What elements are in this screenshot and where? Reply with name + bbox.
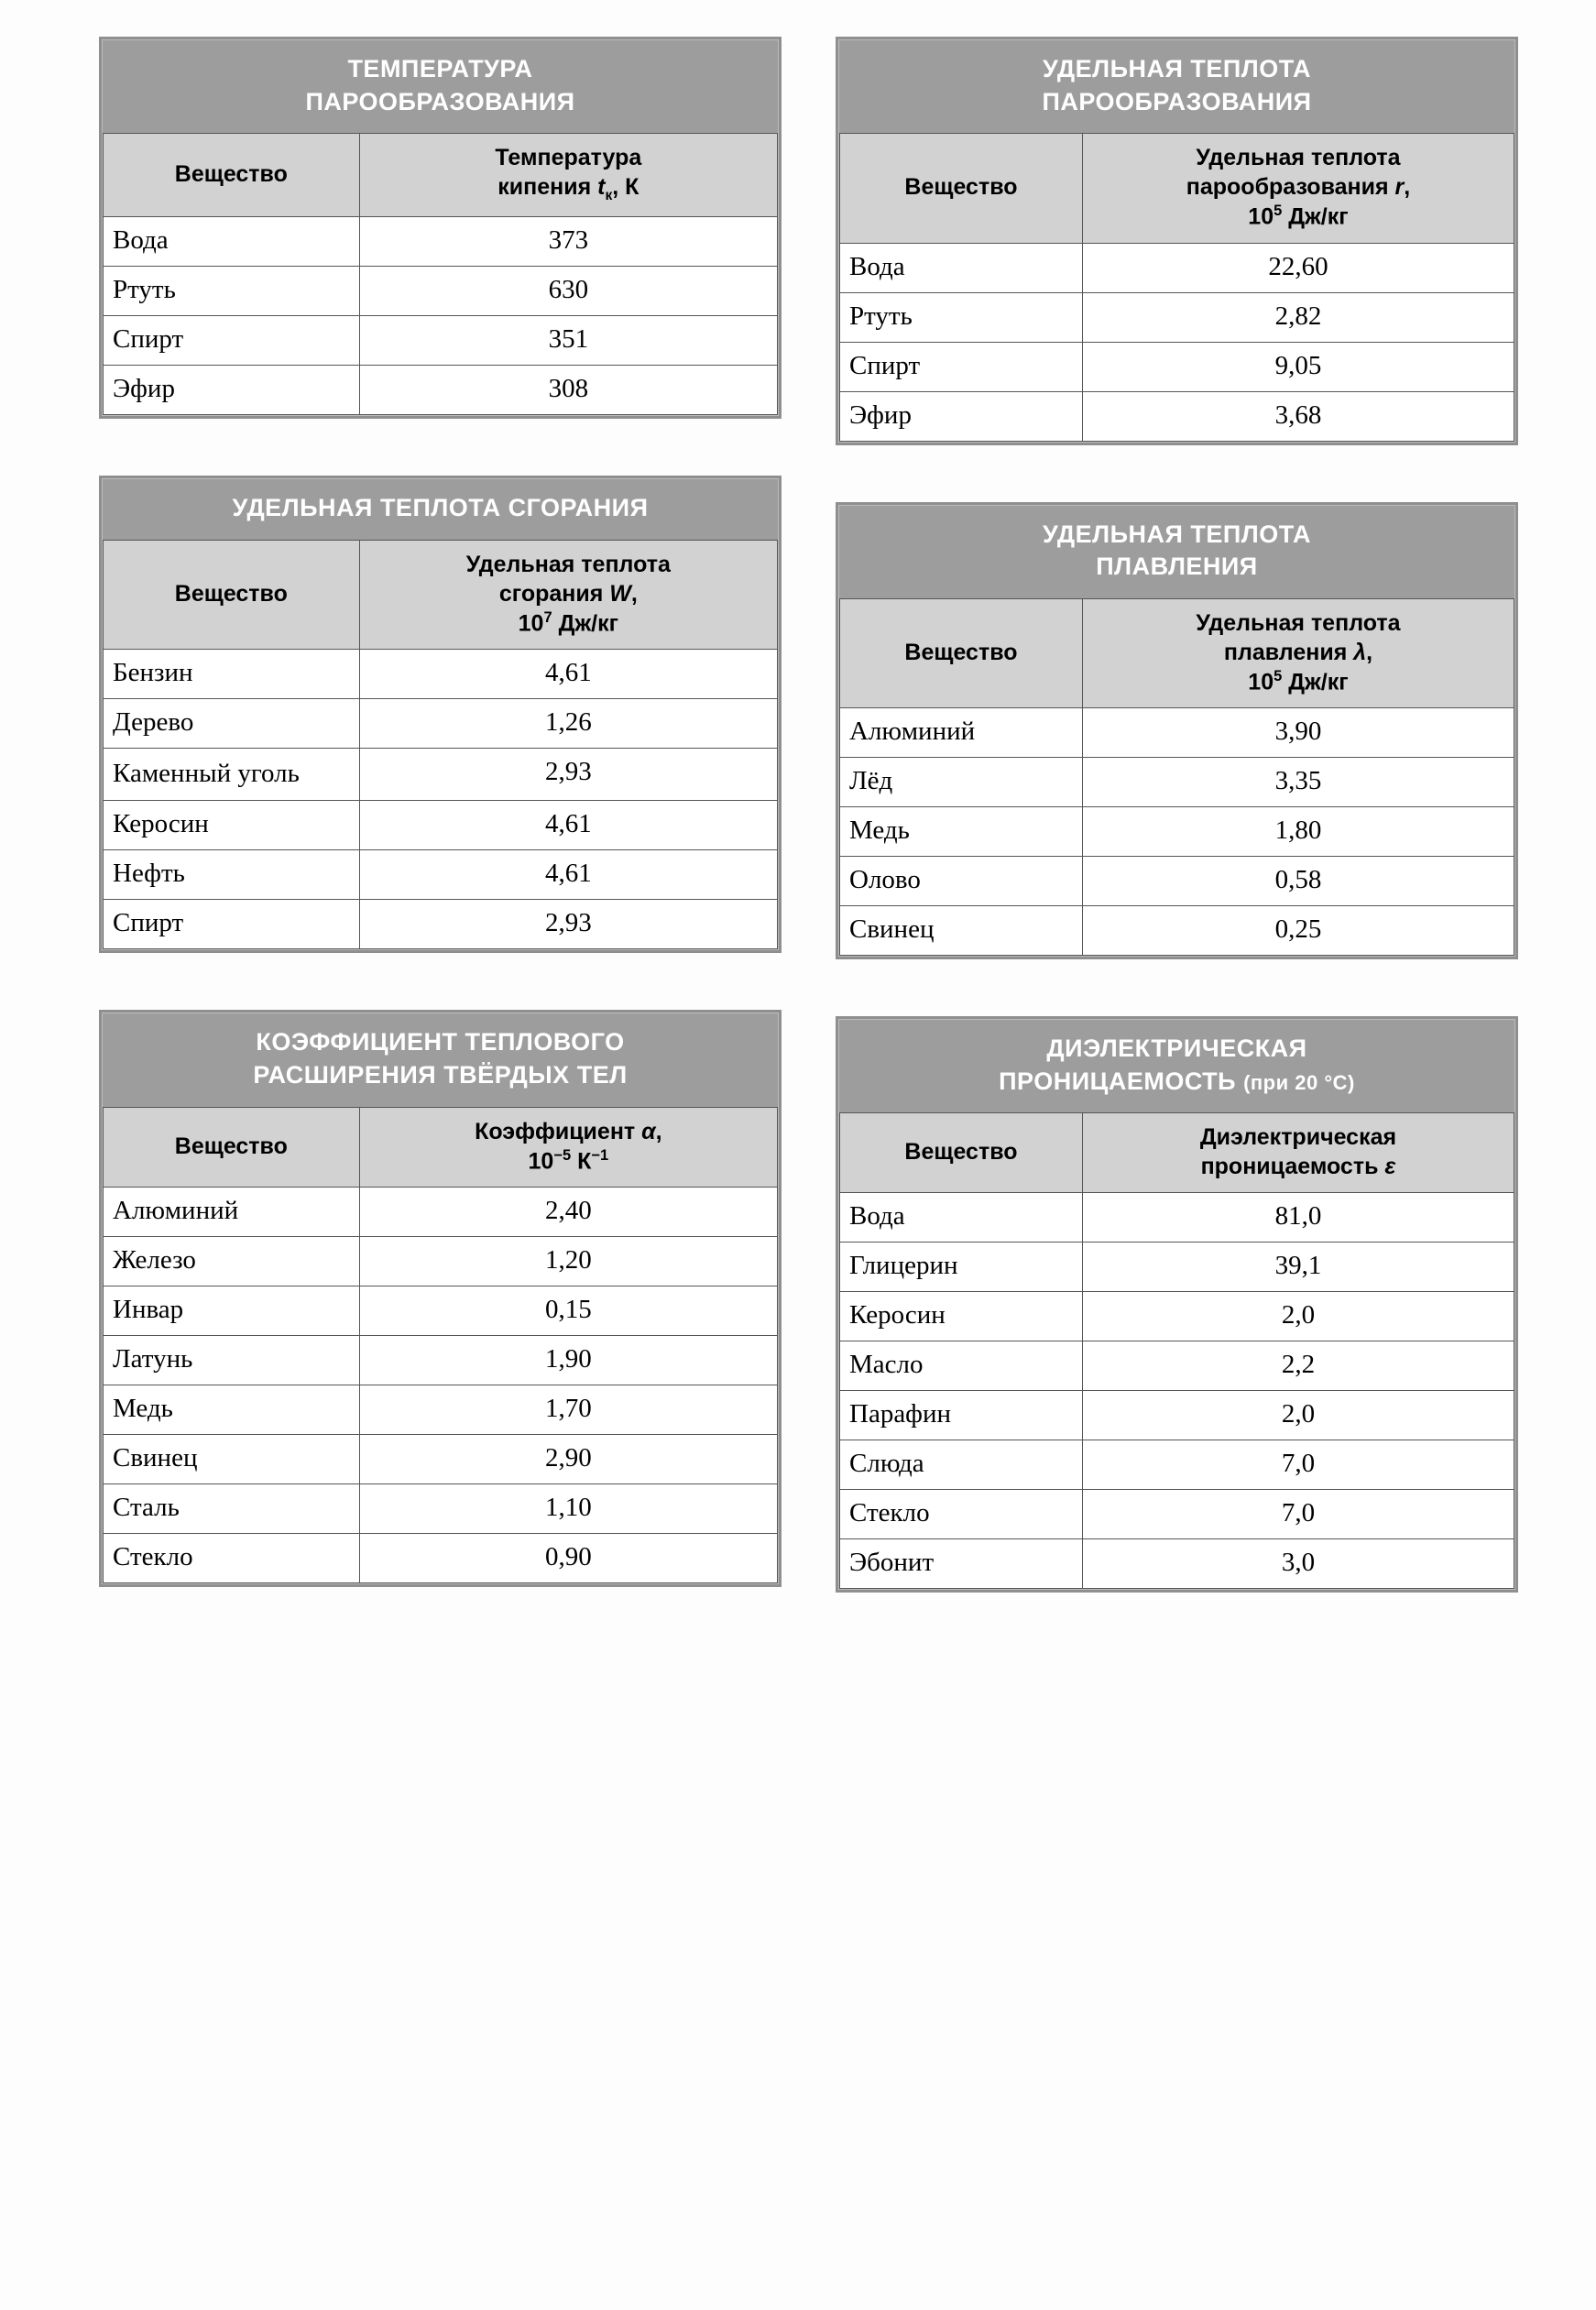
cell-substance: Ртуть [840,292,1083,342]
cell-value: 9,05 [1082,342,1514,391]
table-row [104,1286,778,1335]
table-row [104,1187,778,1236]
table-row [104,801,778,850]
table-row [840,292,1514,342]
table-header-row [104,1107,778,1187]
table-row [840,807,1514,857]
cell-value: 1,70 [359,1385,777,1434]
table-row [840,1440,1514,1490]
table-row [840,1292,1514,1341]
cell-value: 308 [359,366,777,415]
cell-value: 2,93 [359,749,777,801]
cell-value: 1,80 [1082,807,1514,857]
cell-substance: Инвар [104,1286,360,1335]
cell-substance: Медь [104,1385,360,1434]
table-row [840,342,1514,391]
table-title: ТЕМПЕРАТУРА ПАРООБРАЗОВАНИЯ [103,40,778,133]
table-title: УДЕЛЬНАЯ ТЕПЛОТА ПЛАВЛЕНИЯ [839,506,1514,598]
cell-value: 2,0 [1082,1292,1514,1341]
table-row [840,1243,1514,1292]
table-row [104,900,778,949]
cell-value: 0,25 [1082,906,1514,956]
cell-value: 2,0 [1082,1391,1514,1440]
cell-value: 3,90 [1082,708,1514,758]
cell-value: 22,60 [1082,243,1514,292]
spacer [836,445,1518,502]
cell-substance: Алюминий [104,1187,360,1236]
cell-substance: Дерево [104,699,360,749]
cell-value: 2,90 [359,1434,777,1483]
cell-substance: Спирт [104,900,360,949]
column-header-value: Удельная теплота сгорания W, $10^7$ Дж/кг [359,540,777,649]
table-row [104,1483,778,1533]
column-header-substance: Вещество [104,134,360,217]
column-header-substance: Вещество [104,540,360,649]
cell-value: 4,61 [359,650,777,699]
column-header-substance: Вещество [840,134,1083,243]
table-header-row [104,134,778,217]
table-specific-heat-of-vaporization [836,37,1518,445]
cell-substance: Спирт [840,342,1083,391]
table-row [104,1434,778,1483]
cell-value: 630 [359,267,777,316]
cell-substance: Каменный уголь [104,749,360,801]
table-row [104,1335,778,1385]
cell-value: 2,93 [359,900,777,949]
cell-value: 0,15 [359,1286,777,1335]
table-row [104,366,778,415]
table-row [840,1539,1514,1589]
cell-substance: Латунь [104,1335,360,1385]
spacer [836,959,1518,1016]
cell-value: 3,0 [1082,1539,1514,1589]
cell-substance: Бензин [104,650,360,699]
cell-substance: Масло [840,1341,1083,1391]
column-header-value: Удельная теплота парообразования r, $10^5$ Дж/кг [1082,134,1514,243]
cell-substance: Спирт [104,316,360,366]
cell-value: 4,61 [359,801,777,850]
table-row [840,1193,1514,1243]
cell-value: 2,40 [359,1187,777,1236]
column-header-value: Температура кипения $t_к$, К [359,134,777,217]
cell-substance: Керосин [840,1292,1083,1341]
cell-value: 7,0 [1082,1440,1514,1490]
cell-substance: Сталь [104,1483,360,1533]
column-header-value: Коэффициент α, $10^{-5}$ $К^{-1}$ [359,1107,777,1187]
cell-substance: Алюминий [840,708,1083,758]
cell-substance: Ртуть [104,267,360,316]
cell-substance: Стекло [840,1490,1083,1539]
table-row [840,243,1514,292]
cell-substance: Эфир [104,366,360,415]
table-title: УДЕЛЬНАЯ ТЕПЛОТА СГОРАНИЯ [103,479,778,540]
cell-value: 7,0 [1082,1490,1514,1539]
cell-value: 3,35 [1082,758,1514,807]
cell-substance: Вода [840,1193,1083,1243]
table-row [840,758,1514,807]
cell-substance: Медь [840,807,1083,857]
table-row [104,650,778,699]
column-header-substance: Вещество [840,1113,1083,1193]
table-row [840,906,1514,956]
table-row [840,1341,1514,1391]
table-row [104,850,778,900]
cell-value: 2,82 [1082,292,1514,342]
table-row [840,857,1514,906]
cell-substance: Стекло [104,1533,360,1582]
table-row [104,267,778,316]
table-specific-heat-of-fusion [836,502,1518,960]
cell-value: 351 [359,316,777,366]
table-row [840,391,1514,441]
table-title: КОЭФФИЦИЕНТ ТЕПЛОВОГО РАСШИРЕНИЯ ТВЁРДЫХ ТЕЛ [103,1013,778,1106]
cell-substance: Эфир [840,391,1083,441]
cell-value: 4,61 [359,850,777,900]
table-row [104,1236,778,1286]
table-row [840,708,1514,758]
cell-substance: Парафин [840,1391,1083,1440]
table-title: УДЕЛЬНАЯ ТЕПЛОТА ПАРООБРАЗОВАНИЯ [839,40,1514,133]
column-header-substance: Вещество [104,1107,360,1187]
cell-substance: Вода [104,217,360,267]
cell-value: 3,68 [1082,391,1514,441]
cell-substance: Слюда [840,1440,1083,1490]
table-row [840,1391,1514,1440]
column-header-value: Диэлектрическая проницаемость ε [1082,1113,1514,1193]
table-header-row [840,134,1514,243]
table-header-row [840,1113,1514,1193]
cell-substance: Вода [840,243,1083,292]
table-header-row [840,598,1514,707]
column-header-substance: Вещество [840,598,1083,707]
cell-value: 1,20 [359,1236,777,1286]
cell-substance: Керосин [104,801,360,850]
table-boiling-temperature [99,37,782,419]
cell-value: 81,0 [1082,1193,1514,1243]
cell-substance: Лёд [840,758,1083,807]
spacer [99,419,782,476]
table-dielectric-permittivity [836,1016,1518,1593]
column-header-value: Удельная теплота плавления λ, $10^5$ Дж/кг [1082,598,1514,707]
table-row [104,749,778,801]
table-specific-heat-of-combustion [99,476,782,953]
table-row [840,1490,1514,1539]
table-row [104,316,778,366]
left-column [99,37,782,1587]
cell-value: 1,90 [359,1335,777,1385]
cell-value: 1,10 [359,1483,777,1533]
cell-substance: Свинец [840,906,1083,956]
cell-value: 39,1 [1082,1243,1514,1292]
cell-value: 0,58 [1082,857,1514,906]
cell-substance: Нефть [104,850,360,900]
table-row [104,1385,778,1434]
table-thermal-expansion-coefficient [99,1010,782,1587]
cell-substance: Железо [104,1236,360,1286]
cell-substance: Олово [840,857,1083,906]
cell-substance: Свинец [104,1434,360,1483]
table-row [104,699,778,749]
cell-value: 1,26 [359,699,777,749]
table-row [104,1533,778,1582]
cell-value: 373 [359,217,777,267]
right-column [836,37,1518,1593]
cell-value: 0,90 [359,1533,777,1582]
table-title: ДИЭЛЕКТРИЧЕСКАЯ ПРОНИЦАЕМОСТЬ (при 20 °C) [839,1020,1514,1112]
cell-substance: Глицерин [840,1243,1083,1292]
table-row [104,217,778,267]
table-header-row [104,540,778,649]
spacer [99,953,782,1010]
cell-value: 2,2 [1082,1341,1514,1391]
cell-substance: Эбонит [840,1539,1083,1589]
